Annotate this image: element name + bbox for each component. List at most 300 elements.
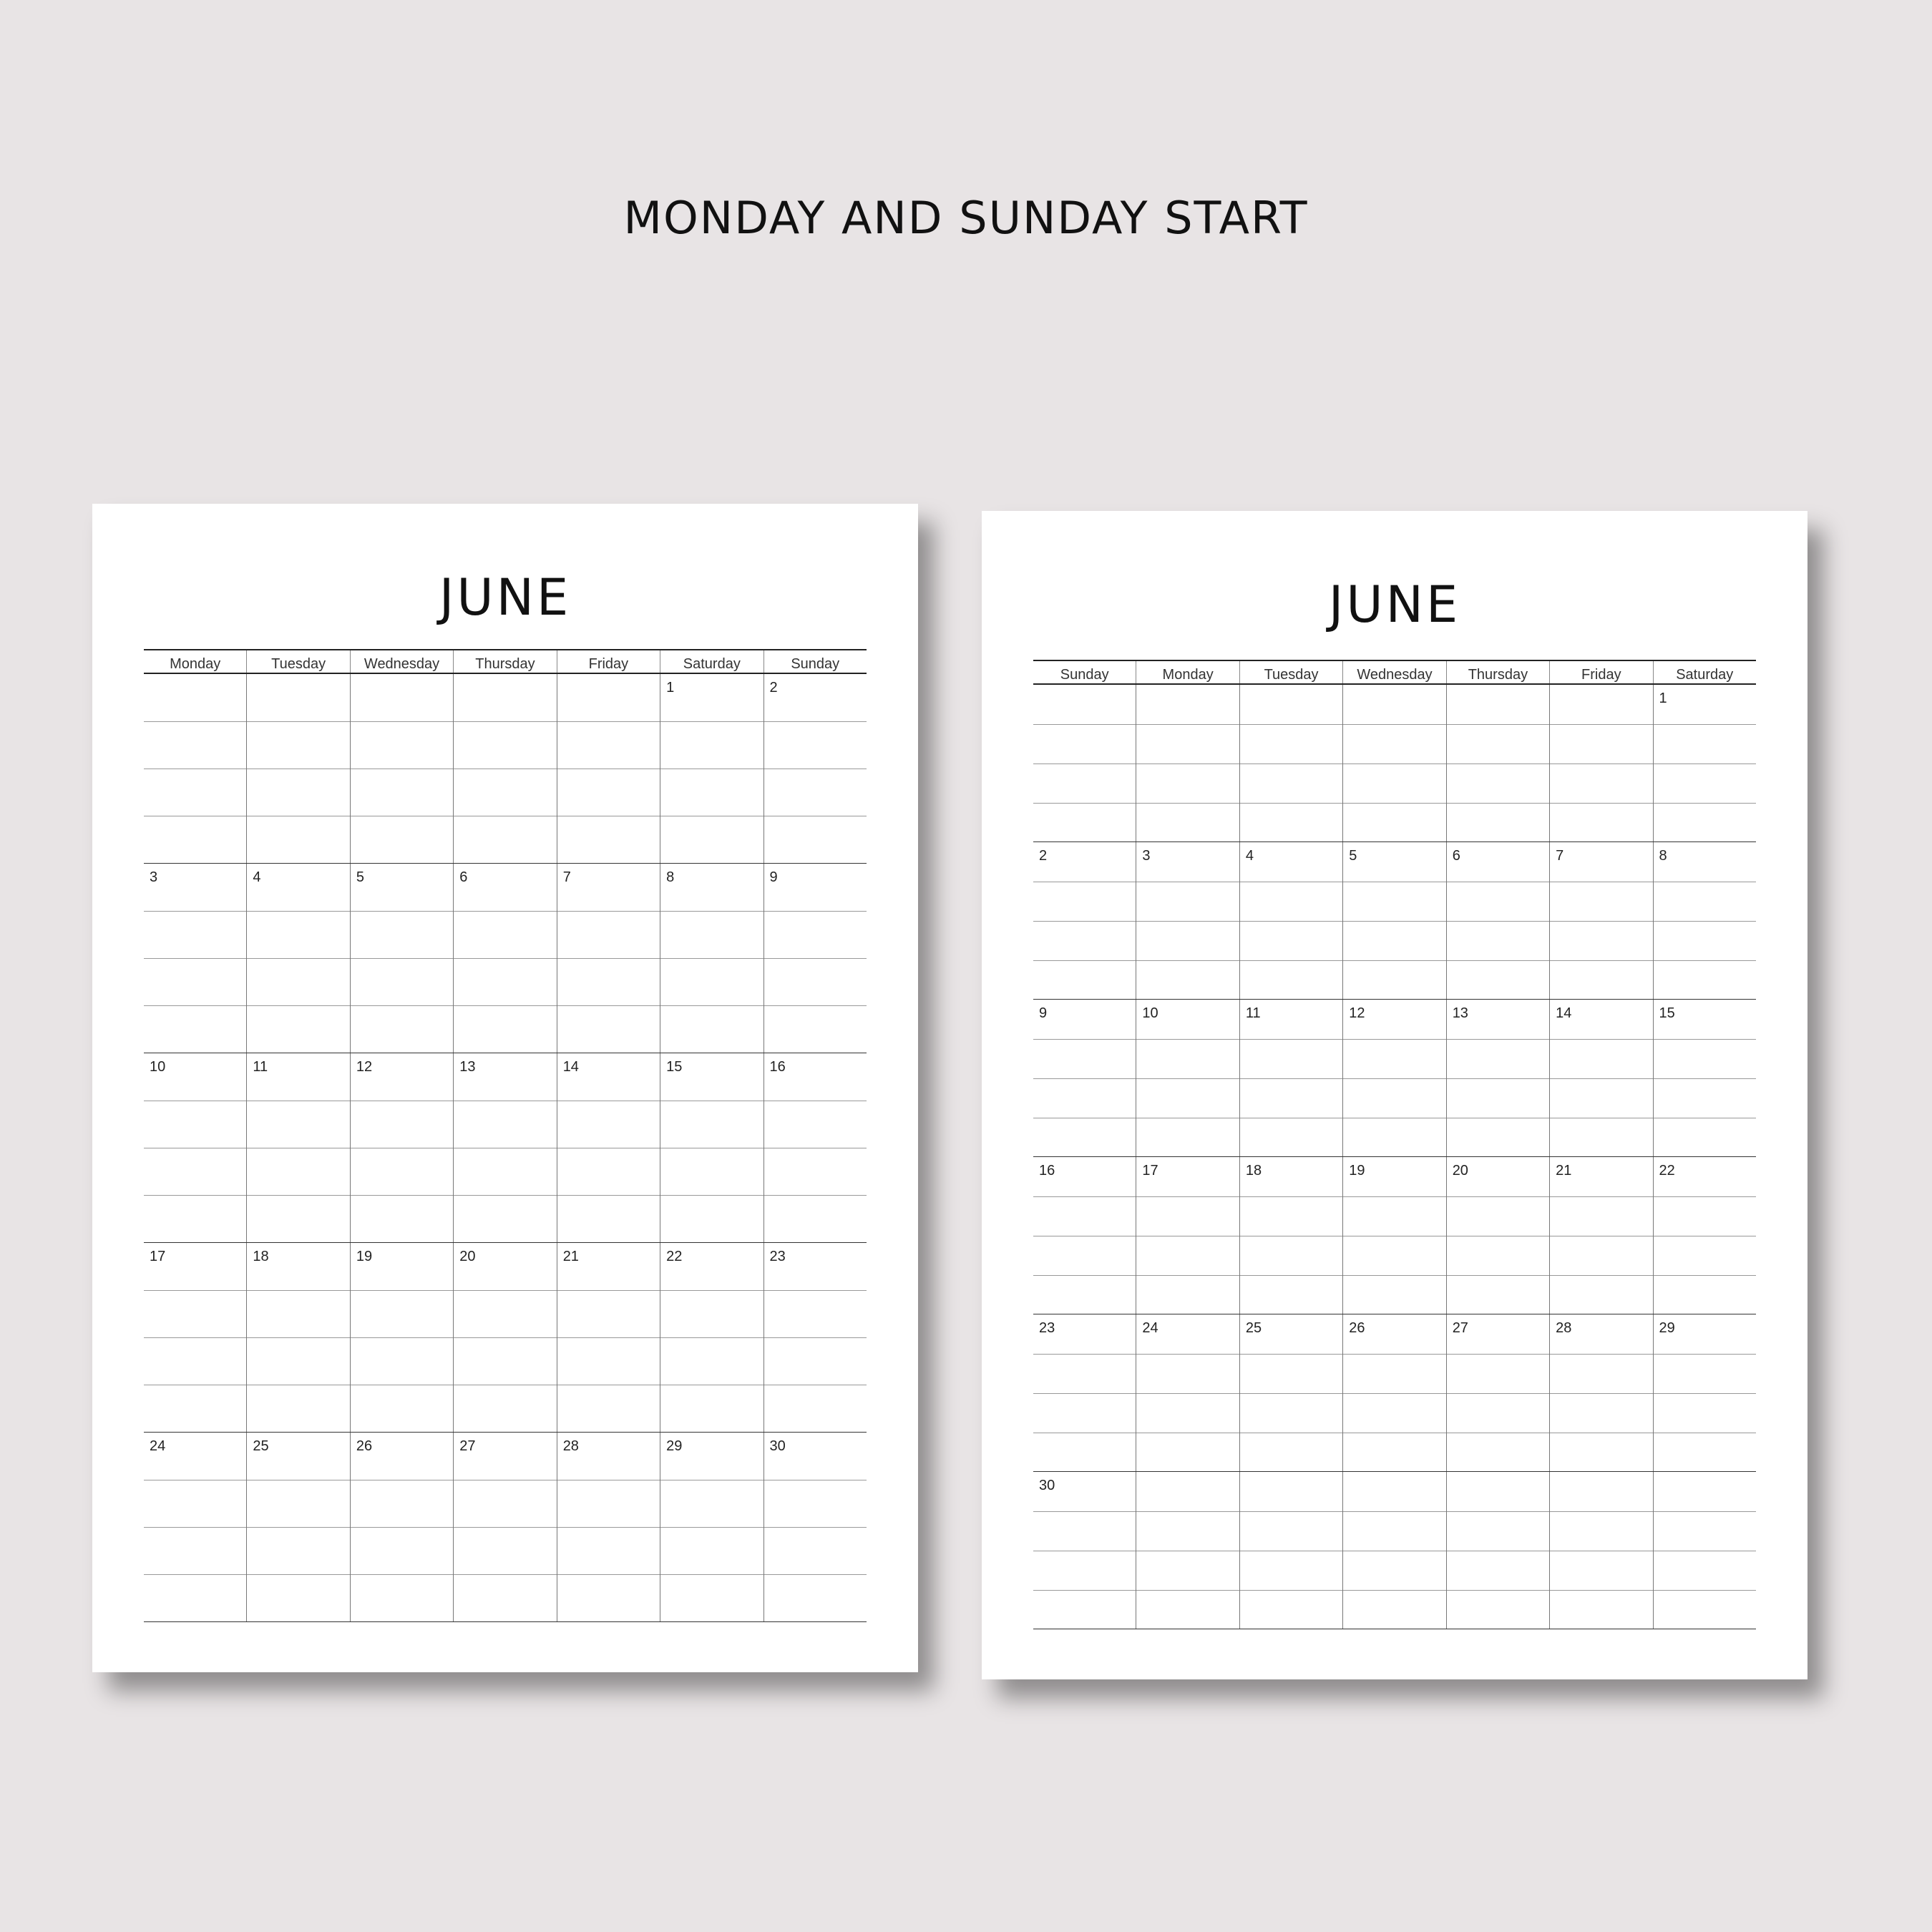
writing-line (1447, 1078, 1549, 1079)
weekday-label: Thursday (1446, 661, 1549, 683)
week-row (1033, 1472, 1756, 1629)
writing-line (557, 958, 660, 959)
writing-line (1033, 921, 1136, 922)
day-cell (453, 1433, 556, 1621)
day-number: 2 (769, 680, 778, 696)
day-cell (144, 1243, 246, 1432)
day-number: 6 (459, 869, 468, 885)
day-cell (1653, 1157, 1756, 1314)
day-cell (660, 864, 763, 1053)
writing-line (1550, 1275, 1652, 1276)
day-number: 26 (356, 1438, 373, 1454)
writing-line (1343, 1393, 1445, 1394)
day-cell (1136, 1157, 1239, 1314)
writing-line (1550, 1590, 1652, 1591)
day-number: 2 (1039, 848, 1048, 864)
writing-line (764, 1005, 867, 1006)
day-number: 21 (1556, 1163, 1572, 1179)
day-cell (1136, 685, 1239, 841)
writing-line (1136, 763, 1239, 764)
writing-line (1033, 1078, 1136, 1079)
day-number: 19 (1349, 1163, 1365, 1179)
day-cell (350, 1053, 453, 1242)
day-number: 5 (356, 869, 364, 885)
writing-line (1550, 803, 1652, 804)
day-number: 9 (1039, 1005, 1048, 1021)
day-number: 19 (356, 1249, 373, 1264)
writing-line (1550, 763, 1652, 764)
writing-line (660, 1527, 763, 1528)
day-cell (1239, 1000, 1342, 1156)
day-cell (144, 864, 246, 1053)
writing-line (144, 1527, 246, 1528)
day-cell (453, 864, 556, 1053)
day-number: 1 (1659, 691, 1667, 706)
day-cell (763, 1243, 867, 1432)
writing-line (1343, 1039, 1445, 1040)
writing-line (1240, 763, 1342, 764)
writing-line (1654, 763, 1756, 764)
writing-line (1343, 763, 1445, 764)
day-number: 11 (253, 1059, 268, 1075)
writing-line (144, 721, 246, 722)
writing-line (660, 1574, 763, 1575)
writing-line (454, 721, 556, 722)
day-cell (1653, 842, 1756, 999)
writing-line (660, 1005, 763, 1006)
day-number: 12 (356, 1059, 373, 1075)
writing-line (1240, 1078, 1342, 1079)
day-number: 8 (666, 869, 675, 885)
day-cell (350, 1243, 453, 1432)
day-cell (350, 674, 453, 863)
writing-line (764, 1337, 867, 1338)
writing-line (660, 1290, 763, 1291)
writing-line (1550, 1354, 1652, 1355)
day-cell (350, 1433, 453, 1621)
writing-line (764, 1527, 867, 1528)
day-cell (144, 1433, 246, 1621)
day-number: 20 (459, 1249, 476, 1264)
week-row (1033, 685, 1756, 842)
day-number: 15 (1659, 1005, 1675, 1021)
weekday-label: Tuesday (246, 650, 349, 673)
writing-line (1654, 1039, 1756, 1040)
day-number: 6 (1452, 848, 1460, 864)
day-number: 28 (562, 1438, 579, 1454)
day-cell (1136, 842, 1239, 999)
day-number: 22 (666, 1249, 683, 1264)
weekday-label: Monday (170, 656, 221, 672)
writing-line (1033, 1511, 1136, 1512)
writing-line (247, 1527, 349, 1528)
weekday-header-row (1033, 661, 1756, 685)
writing-line (454, 1574, 556, 1575)
writing-line (351, 1195, 453, 1196)
writing-line (454, 1005, 556, 1006)
writing-line (557, 1574, 660, 1575)
day-cell (1342, 1157, 1445, 1314)
day-number: 23 (1039, 1320, 1055, 1336)
writing-line (1240, 1196, 1342, 1197)
day-cell (1446, 1472, 1549, 1629)
writing-line (1550, 1196, 1652, 1197)
day-cell (1033, 1157, 1136, 1314)
writing-line (1240, 1393, 1342, 1394)
writing-line (247, 1574, 349, 1575)
day-number: 29 (1659, 1320, 1675, 1336)
day-cell (1033, 1472, 1136, 1629)
day-number: 3 (150, 869, 158, 885)
writing-line (454, 911, 556, 912)
day-cell (1446, 1157, 1549, 1314)
day-number: 8 (1659, 848, 1667, 864)
weekday-label: Wednesday (1342, 661, 1445, 683)
day-number: 4 (1245, 848, 1254, 864)
day-cell (1549, 1314, 1652, 1471)
writing-line (1240, 960, 1342, 961)
day-number: 30 (1039, 1478, 1055, 1493)
writing-line (1136, 960, 1239, 961)
calendar-page-monday-start (92, 504, 918, 1672)
day-cell (1446, 685, 1549, 841)
day-cell (1653, 685, 1756, 841)
day-cell (1136, 1000, 1239, 1156)
day-cell (557, 1243, 660, 1432)
weekday-label: Saturday (1653, 661, 1756, 683)
writing-line (660, 958, 763, 959)
day-cell (1549, 1472, 1652, 1629)
day-cell (1239, 1157, 1342, 1314)
day-cell (1033, 842, 1136, 999)
writing-line (1136, 921, 1239, 922)
writing-line (1447, 803, 1549, 804)
day-number: 16 (1039, 1163, 1055, 1179)
writing-line (1447, 1393, 1549, 1394)
day-number: 25 (253, 1438, 269, 1454)
writing-line (1550, 1078, 1652, 1079)
writing-line (1447, 1275, 1549, 1276)
day-cell (453, 1053, 556, 1242)
writing-line (1240, 1590, 1342, 1591)
writing-line (351, 1527, 453, 1528)
writing-line (1550, 1039, 1652, 1040)
writing-line (1136, 1393, 1239, 1394)
day-number: 9 (769, 869, 778, 885)
writing-line (1447, 921, 1549, 922)
day-number: 28 (1556, 1320, 1572, 1336)
writing-line (1654, 1354, 1756, 1355)
writing-line (1447, 1511, 1549, 1512)
writing-line (557, 1195, 660, 1196)
writing-line (144, 958, 246, 959)
writing-line (454, 1195, 556, 1196)
weekday-label: Wednesday (350, 650, 453, 673)
day-cell (557, 864, 660, 1053)
day-number: 14 (1556, 1005, 1572, 1021)
writing-line (247, 1005, 349, 1006)
writing-line (1343, 960, 1445, 961)
day-cell (1239, 842, 1342, 999)
day-cell (763, 1053, 867, 1242)
writing-line (1343, 1196, 1445, 1197)
writing-line (764, 721, 867, 722)
day-number: 29 (666, 1438, 683, 1454)
day-cell (144, 1053, 246, 1242)
writing-line (1136, 1078, 1239, 1079)
writing-line (557, 1337, 660, 1338)
month-title: JUNE (1328, 575, 1461, 634)
writing-line (1033, 724, 1136, 725)
day-cell (350, 864, 453, 1053)
day-number: 7 (562, 869, 571, 885)
day-cell (557, 1433, 660, 1621)
writing-line (1033, 1196, 1136, 1197)
day-cell (1342, 842, 1445, 999)
writing-line (351, 1574, 453, 1575)
writing-line (454, 1290, 556, 1291)
writing-line (1136, 1511, 1239, 1512)
day-cell (1239, 1314, 1342, 1471)
writing-line (1136, 1196, 1239, 1197)
week-row (1033, 1314, 1756, 1472)
writing-line (764, 911, 867, 912)
weekday-label: Sunday (763, 650, 867, 673)
day-number: 3 (1142, 848, 1151, 864)
writing-line (1654, 921, 1756, 922)
writing-line (247, 1290, 349, 1291)
writing-line (1343, 803, 1445, 804)
day-cell (1342, 1000, 1445, 1156)
writing-line (764, 1195, 867, 1196)
writing-line (247, 1337, 349, 1338)
writing-line (557, 1290, 660, 1291)
writing-line (454, 958, 556, 959)
day-number: 21 (562, 1249, 579, 1264)
writing-line (1033, 1393, 1136, 1394)
writing-line (351, 958, 453, 959)
day-cell (453, 1243, 556, 1432)
writing-line (247, 721, 349, 722)
writing-line (764, 958, 867, 959)
writing-line (1654, 1275, 1756, 1276)
writing-line (557, 1005, 660, 1006)
day-cell (1136, 1314, 1239, 1471)
day-cell (660, 674, 763, 863)
week-row (144, 1243, 867, 1433)
writing-line (1654, 724, 1756, 725)
writing-line (351, 1005, 453, 1006)
writing-line (1447, 1196, 1549, 1197)
day-cell (557, 674, 660, 863)
writing-line (1033, 1275, 1136, 1276)
writing-line (1343, 1590, 1445, 1591)
writing-line (1136, 1354, 1239, 1355)
day-number: 30 (769, 1438, 786, 1454)
writing-line (1240, 1354, 1342, 1355)
writing-line (1136, 1275, 1239, 1276)
week-row (144, 674, 867, 864)
weekday-label: Friday (557, 650, 660, 673)
day-cell (1549, 842, 1652, 999)
writing-line (1136, 724, 1239, 725)
day-cell (1136, 1472, 1239, 1629)
writing-line (144, 1574, 246, 1575)
writing-line (1550, 921, 1652, 922)
day-cell (557, 1053, 660, 1242)
day-cell (1342, 1314, 1445, 1471)
writing-line (1550, 1511, 1652, 1512)
writing-line (144, 1337, 246, 1338)
week-row (144, 1053, 867, 1243)
week-row (144, 864, 867, 1053)
writing-line (1654, 1196, 1756, 1197)
day-cell (1033, 1000, 1136, 1156)
writing-line (1447, 1039, 1549, 1040)
writing-line (660, 911, 763, 912)
writing-line (557, 911, 660, 912)
day-number: 13 (459, 1059, 476, 1075)
writing-line (144, 911, 246, 912)
writing-line (144, 1005, 246, 1006)
writing-line (1550, 1393, 1652, 1394)
day-number: 15 (666, 1059, 683, 1075)
day-cell (763, 1433, 867, 1621)
day-number: 23 (769, 1249, 786, 1264)
writing-line (1343, 1511, 1445, 1512)
writing-line (1033, 1039, 1136, 1040)
day-cell (246, 1243, 349, 1432)
writing-line (247, 911, 349, 912)
day-cell (1033, 1314, 1136, 1471)
writing-line (351, 1290, 453, 1291)
day-cell (1653, 1314, 1756, 1471)
day-number: 17 (150, 1249, 166, 1264)
day-cell (246, 1433, 349, 1621)
writing-line (557, 1527, 660, 1528)
writing-line (1447, 960, 1549, 961)
writing-line (1033, 960, 1136, 961)
day-number: 20 (1452, 1163, 1468, 1179)
day-number: 22 (1659, 1163, 1675, 1179)
writing-line (1447, 763, 1549, 764)
day-cell (763, 674, 867, 863)
writing-line (1240, 724, 1342, 725)
day-number: 27 (1452, 1320, 1468, 1336)
writing-line (1240, 1039, 1342, 1040)
day-cell (1342, 685, 1445, 841)
day-cell (1239, 1472, 1342, 1629)
month-title: JUNE (439, 568, 572, 627)
writing-line (247, 958, 349, 959)
writing-line (1136, 1590, 1239, 1591)
day-number: 17 (1142, 1163, 1158, 1179)
day-cell (1446, 1314, 1549, 1471)
day-number: 25 (1245, 1320, 1262, 1336)
writing-line (1033, 1354, 1136, 1355)
weekday-label: Friday (1549, 661, 1652, 683)
day-cell (246, 674, 349, 863)
day-number: 26 (1349, 1320, 1365, 1336)
writing-line (1447, 1590, 1549, 1591)
writing-line (660, 1195, 763, 1196)
day-number: 11 (1245, 1005, 1261, 1021)
day-cell (1342, 1472, 1445, 1629)
writing-line (1654, 1393, 1756, 1394)
calendar-page-sunday-start (982, 511, 1807, 1679)
day-cell (660, 1433, 763, 1621)
writing-line (1240, 1275, 1342, 1276)
writing-line (1240, 803, 1342, 804)
writing-line (764, 1574, 867, 1575)
day-cell (1653, 1472, 1756, 1629)
week-row (1033, 1000, 1756, 1157)
day-number: 16 (769, 1059, 786, 1075)
day-cell (1446, 1000, 1549, 1156)
writing-line (454, 1527, 556, 1528)
day-cell (1446, 842, 1549, 999)
writing-line (1343, 1354, 1445, 1355)
calendar-grid (144, 649, 867, 1622)
writing-line (247, 1195, 349, 1196)
day-cell (1549, 685, 1652, 841)
writing-line (1136, 803, 1239, 804)
writing-line (351, 721, 453, 722)
week-row (144, 1433, 867, 1622)
writing-line (1240, 1511, 1342, 1512)
day-number: 7 (1556, 848, 1564, 864)
writing-line (1343, 1078, 1445, 1079)
page-headline: MONDAY AND SUNDAY START (623, 192, 1309, 244)
day-number: 4 (253, 869, 261, 885)
writing-line (660, 1337, 763, 1338)
day-cell (246, 1053, 349, 1242)
writing-line (351, 911, 453, 912)
day-number: 10 (1142, 1005, 1158, 1021)
writing-line (557, 721, 660, 722)
day-number: 1 (666, 680, 675, 696)
writing-line (1343, 1275, 1445, 1276)
day-cell (763, 864, 867, 1053)
day-cell (1239, 685, 1342, 841)
weekday-label: Saturday (660, 650, 763, 673)
day-number: 12 (1349, 1005, 1365, 1021)
writing-line (1033, 803, 1136, 804)
day-cell (660, 1243, 763, 1432)
writing-line (1654, 1511, 1756, 1512)
writing-line (1447, 724, 1549, 725)
weekday-label: Thursday (453, 650, 556, 673)
writing-line (1550, 724, 1652, 725)
day-cell (1549, 1000, 1652, 1156)
writing-line (1240, 921, 1342, 922)
weekday-header-row (144, 650, 867, 674)
writing-line (1343, 724, 1445, 725)
writing-line (1654, 1590, 1756, 1591)
day-number: 18 (1245, 1163, 1262, 1179)
day-cell (1549, 1157, 1652, 1314)
day-cell (246, 864, 349, 1053)
weekday-label: Monday (1136, 661, 1239, 683)
writing-line (144, 1195, 246, 1196)
writing-line (660, 721, 763, 722)
writing-line (454, 1337, 556, 1338)
writing-line (1343, 921, 1445, 922)
day-cell (453, 674, 556, 863)
day-number: 13 (1452, 1005, 1468, 1021)
day-number: 24 (1142, 1320, 1158, 1336)
day-cell (660, 1053, 763, 1242)
